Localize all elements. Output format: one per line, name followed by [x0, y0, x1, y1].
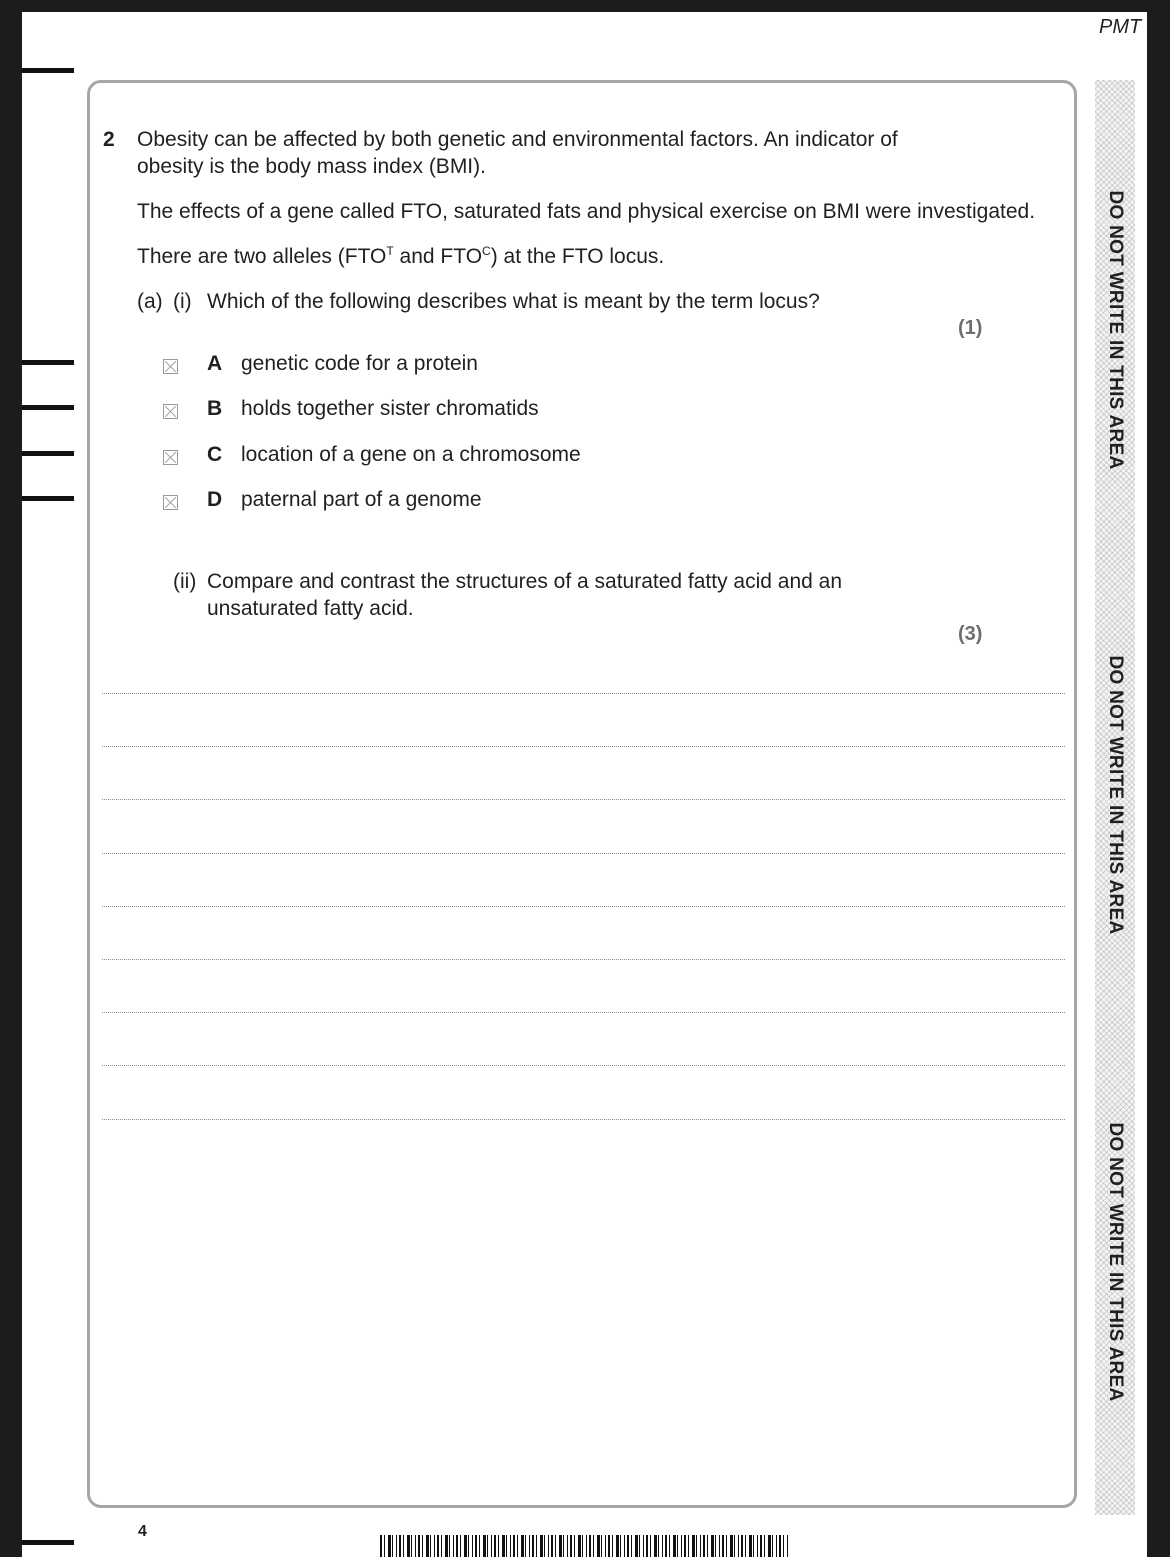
margin-tab — [22, 68, 74, 73]
margin-tab — [22, 451, 74, 456]
option-text: paternal part of a genome — [241, 488, 482, 511]
answer-line[interactable] — [102, 1012, 1065, 1013]
option-text: holds together sister chromatids — [241, 397, 539, 420]
pmt-watermark: PMT — [1099, 16, 1142, 38]
answer-line[interactable] — [102, 1065, 1065, 1066]
do-not-write-label: DO NOT WRITE IN THIS AREA — [1105, 190, 1126, 470]
option-letter: D — [207, 488, 223, 511]
margin-tab — [22, 496, 74, 501]
sub-question-ii-label: (ii) — [173, 570, 197, 593]
barcode — [380, 1535, 788, 1557]
do-not-write-label: DO NOT WRITE IN THIS AREA — [1105, 1122, 1126, 1402]
answer-line[interactable] — [102, 959, 1065, 960]
option-letter: A — [207, 352, 223, 375]
answer-line[interactable] — [102, 1119, 1065, 1120]
answer-line[interactable] — [102, 799, 1065, 800]
question-number: 2 — [103, 128, 115, 151]
part-a-label: (a) — [137, 290, 163, 313]
question-intro-line: Obesity can be affected by both genetic and environmental factors. An indicator of — [137, 128, 898, 151]
sub-question-ii-text: unsaturated fatty acid. — [207, 597, 414, 620]
sub-question-ii-text: Compare and contrast the structures of a saturated fatty acid and an — [207, 570, 843, 593]
answer-checkbox[interactable] — [163, 359, 178, 374]
page-number: 4 — [138, 1523, 147, 1540]
margin-tab — [22, 405, 74, 410]
answer-checkbox[interactable] — [163, 450, 178, 465]
margin-tab — [22, 1540, 74, 1545]
marks-indicator: (1) — [958, 317, 983, 339]
margin-tab — [22, 360, 74, 365]
answer-line[interactable] — [102, 853, 1065, 854]
sub-question-i-label: (i) — [173, 290, 192, 313]
answer-line[interactable] — [102, 906, 1065, 907]
alleles-sentence: There are two alleles ($FTO^T$ and $FTO^C$) at the FTO locus. — [137, 244, 665, 268]
question-intro-line: obesity is the body mass index (BMI). — [137, 155, 486, 178]
answer-line[interactable] — [102, 746, 1065, 747]
option-text: genetic code for a protein — [241, 352, 478, 375]
option-letter: C — [207, 443, 223, 466]
option-letter: B — [207, 397, 223, 420]
answer-checkbox[interactable] — [163, 404, 178, 419]
answer-checkbox[interactable] — [163, 495, 178, 510]
answer-line[interactable] — [102, 693, 1065, 694]
question-context-paragraph: The effects of a gene called FTO, saturated fats and physical exercise on BMI were investigated. — [137, 200, 1036, 223]
sub-question-i-text: Which of the following describes what is meant by the term locus? — [207, 290, 820, 313]
option-text: location of a gene on a chromosome — [241, 443, 581, 466]
do-not-write-label: DO NOT WRITE IN THIS AREA — [1105, 655, 1126, 935]
marks-indicator: (3) — [958, 623, 983, 645]
